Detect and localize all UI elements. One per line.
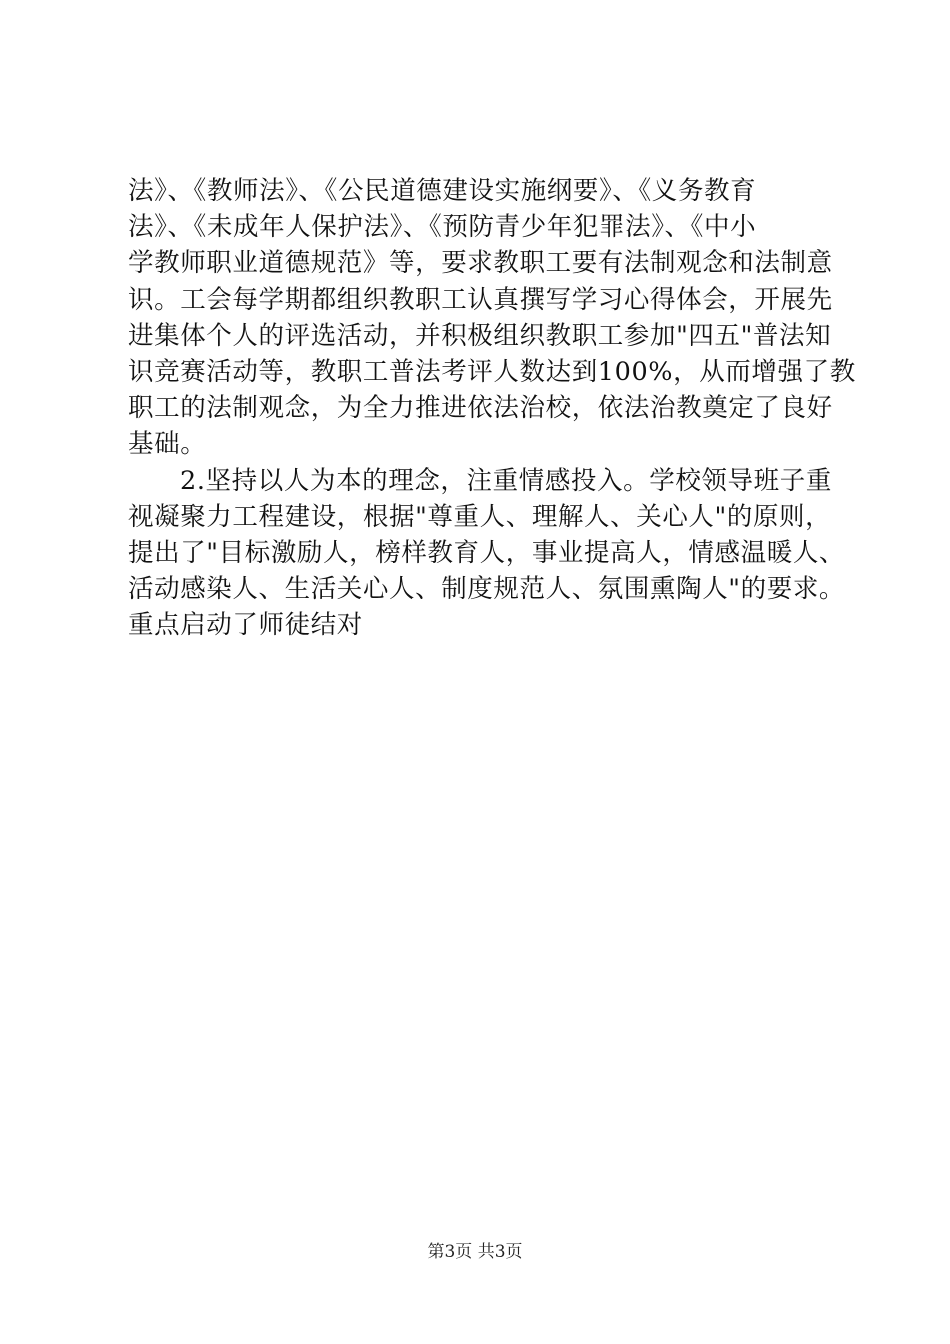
paragraph-2-first-line: 2.坚持以人为本的理念，注重情感投入。学校领导班子重 xyxy=(180,465,832,496)
text-line-5: 进集体个人的评选活动，并积极组织教职工参加"四五"普法知 xyxy=(128,320,832,351)
text-line-2: 法》、《未成年人保护法》、《预防青少年犯罪法》、《中小 xyxy=(128,212,757,243)
text-line-1: 法》、《教师法》、《公民道德建设实施纲要》、《义务教育 xyxy=(128,176,757,206)
page-footer: 第3页 共3页 xyxy=(427,1242,523,1262)
text-line-4: 识。工会每学期都组织教职工认真撰写学习心得体会，开展先 xyxy=(128,284,833,315)
body-text xyxy=(128,173,856,643)
text-line-6: 识竞赛活动等，教职工普法考评人数达到100%，从而增强了教 xyxy=(128,356,856,387)
text-line-12: 活动感染人、生活关心人、制度规范人、氛围熏陶人"的要求。 xyxy=(128,574,846,605)
text-line-3: 学教师职业道德规范》等，要求教职工要有法制观念和法制意 xyxy=(128,248,833,279)
text-line-11: 提出了"目标激励人，榜样教育人，事业提高人，情感温暖人、 xyxy=(128,537,846,568)
text-line-7: 职工的法制观念，为全力推进依法治校，依法治教奠定了良好 xyxy=(128,393,833,424)
text-line-10: 视凝聚力工程建设，根据"尊重人、理解人、关心人"的原则， xyxy=(128,501,832,532)
text-line-13: 重点启动了师徒结对 xyxy=(128,610,363,641)
text-line-8: 基础。 xyxy=(128,429,207,460)
